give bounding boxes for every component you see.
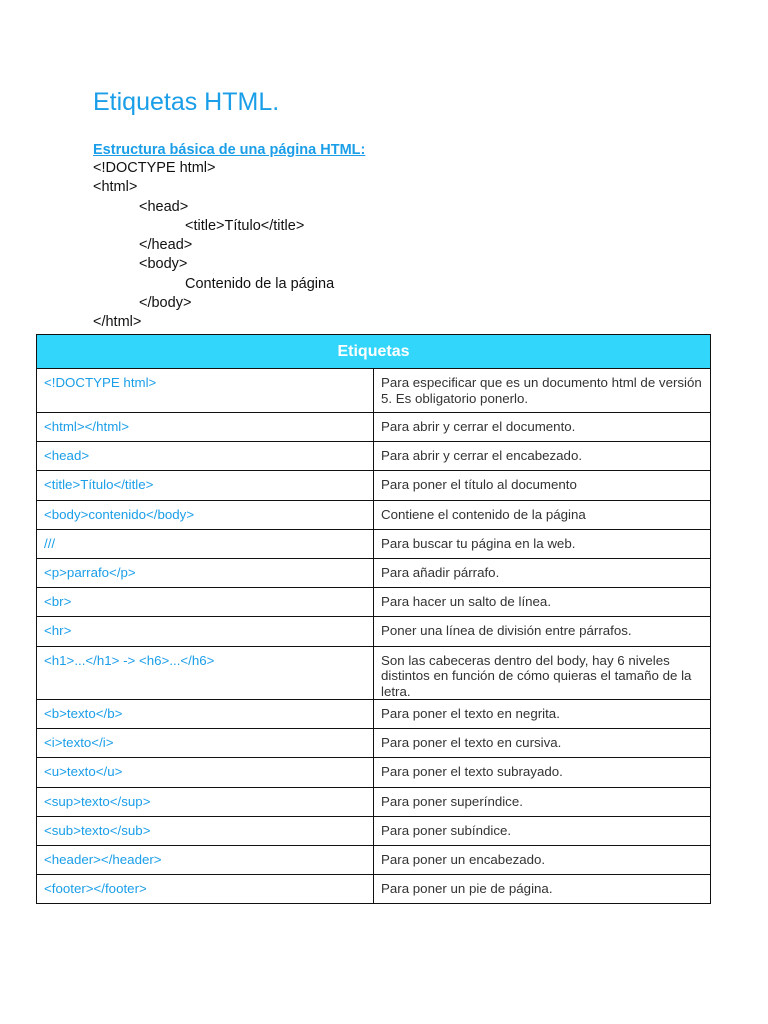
tag-cell: /// (37, 529, 374, 558)
tag-cell: <p>parrafo</p> (37, 558, 374, 587)
description-cell: Para poner subíndice. (374, 816, 711, 845)
code-line: <title>Título</title> (185, 217, 305, 234)
tags-table (36, 334, 711, 904)
description-cell: Para poner el texto en negrita. (374, 700, 711, 729)
tag-cell: <h1>...</h1> -> <h6>...</h6> (37, 646, 374, 700)
tag-cell: <title>Título</title> (37, 471, 374, 500)
code-line: <head> (139, 198, 189, 215)
description-cell: Contiene el contenido de la página (374, 500, 711, 529)
description-cell: Para poner un encabezado. (374, 845, 711, 874)
tag-cell: <br> (37, 588, 374, 617)
tag-cell: <u>texto</u> (37, 758, 374, 787)
table-row (37, 413, 711, 442)
table-row (37, 500, 711, 529)
table-row (37, 816, 711, 845)
tag-cell: <hr> (37, 617, 374, 646)
tag-cell: <i>texto</i> (37, 729, 374, 758)
section-heading: Estructura básica de una página HTML: (93, 142, 366, 158)
code-line: </body> (139, 295, 192, 312)
table-row (37, 758, 711, 787)
description-cell: Poner una línea de división entre párrafos. (374, 617, 711, 646)
description-cell: Para poner superíndice. (374, 787, 711, 816)
description-cell: Para hacer un salto de línea. (374, 588, 711, 617)
tag-cell: <sup>texto</sup> (37, 787, 374, 816)
description-cell: Para abrir y cerrar el encabezado. (374, 442, 711, 471)
tag-cell: <b>texto</b> (37, 700, 374, 729)
code-line: Contenido de la página (185, 275, 335, 292)
table-body (37, 369, 711, 904)
table-row (37, 369, 711, 413)
code-line: <!DOCTYPE html> (93, 160, 216, 176)
description-cell: Para especificar que es un documento html de versión 5. Es obligatorio ponerlo. (374, 369, 711, 413)
description-cell: Para poner el texto en cursiva. (374, 729, 711, 758)
tag-cell: <html></html> (37, 413, 374, 442)
table-row (37, 617, 711, 646)
table-row (37, 442, 711, 471)
table-header: Etiquetas (37, 335, 711, 369)
description-cell: Para abrir y cerrar el documento. (374, 413, 711, 442)
code-line: </head> (139, 237, 193, 254)
description-cell: Para poner el texto subrayado. (374, 758, 711, 787)
table-row (37, 588, 711, 617)
table-row (37, 729, 711, 758)
description-cell: Para buscar tu página en la web. (374, 529, 711, 558)
tag-cell: <head> (37, 442, 374, 471)
html-structure-code (93, 159, 334, 333)
tag-cell: <sub>texto</sub> (37, 816, 374, 845)
tag-cell: <footer></footer> (37, 875, 374, 904)
code-line: <body> (139, 256, 188, 273)
table-row (37, 558, 711, 587)
tag-cell: <!DOCTYPE html> (37, 369, 374, 413)
description-cell: Para poner el título al documento (374, 471, 711, 500)
table-row (37, 700, 711, 729)
code-line: <html> (93, 179, 138, 196)
table-row (37, 845, 711, 874)
tag-cell: <header></header> (37, 845, 374, 874)
table-row (37, 646, 711, 700)
table-header-row (37, 335, 711, 369)
table-row (37, 875, 711, 904)
document-title: Etiquetas HTML. (93, 88, 280, 116)
description-cell: Para poner un pie de página. (374, 875, 711, 904)
description-cell: Son las cabeceras dentro del body, hay 6 niveles distintos en función de cómo quieras el tamaño de la letra. (374, 646, 711, 700)
tag-cell: <body>contenido</body> (37, 500, 374, 529)
table-row (37, 787, 711, 816)
table-row (37, 529, 711, 558)
table-row (37, 471, 711, 500)
description-cell: Para añadir párrafo. (374, 558, 711, 587)
code-line: </html> (93, 314, 142, 331)
